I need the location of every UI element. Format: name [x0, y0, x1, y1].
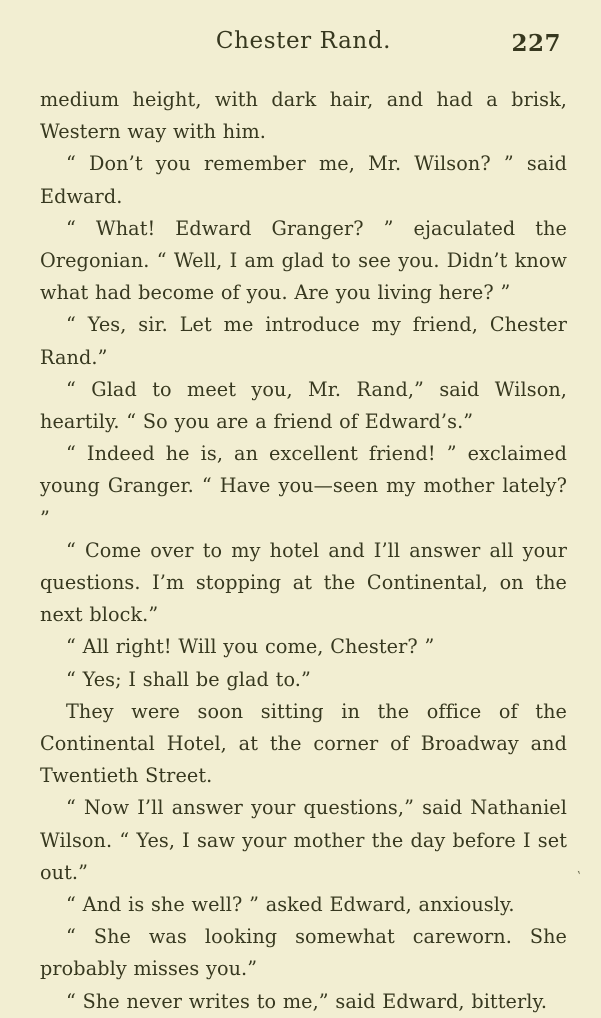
paragraph: “ Come over to my hotel and I’ll answer all your questions. I’m stopping at the Continental, on the next block.” — [40, 538, 567, 627]
page-body — [40, 84, 567, 1018]
paragraph: “ All right! Will you come, Chester? ” — [66, 635, 435, 659]
paragraph: “ Yes, sir. Let me introduce my friend, Chester Rand.” — [40, 313, 567, 369]
paragraph: “ What! Edward Granger? ” ejaculated the Oregonian. “ Well, I am glad to see you. Didn’t know what had become of you. Are you living here? ” — [40, 216, 567, 305]
paragraph: “ And is she well? ” asked Edward, anxiously. — [66, 893, 515, 917]
paragraph: “ She was looking somewhat careworn. She probably misses you.” — [40, 925, 567, 981]
paragraph: “ Yes; I shall be glad to.” — [66, 667, 311, 691]
paragraph: “ Glad to meet you, Mr. Rand,” said Wilson, heartily. “ So you are a friend of Edward’s.” — [40, 377, 567, 434]
running-title: Chester Rand. — [215, 28, 392, 54]
paragraph: “ Indeed he is, an excellent friend! ” exclaimed young Granger. “ Have you—seen my mother lately? ” — [40, 442, 567, 530]
paragraph: “ She never writes to me,” said Edward, bitterly. — [66, 989, 548, 1013]
page-number: 227 — [511, 30, 561, 57]
paragraph: medium height, with dark hair, and had a brisk, Western way with him. — [40, 88, 567, 144]
paragraph: They were soon sitting in the office of the Continental Hotel, at the corner of Broadway and Twentieth Street. — [40, 699, 567, 788]
page-header — [40, 28, 567, 74]
paragraph: “ Now I’ll answer your questions,” said Nathaniel Wilson. “ Yes, I saw your mother the day before I set out.” — [40, 796, 567, 884]
margin-mark: ‵ — [573, 869, 581, 887]
paragraph: “ Don’t you remember me, Mr. Wilson? ” said Edward. — [40, 152, 567, 208]
